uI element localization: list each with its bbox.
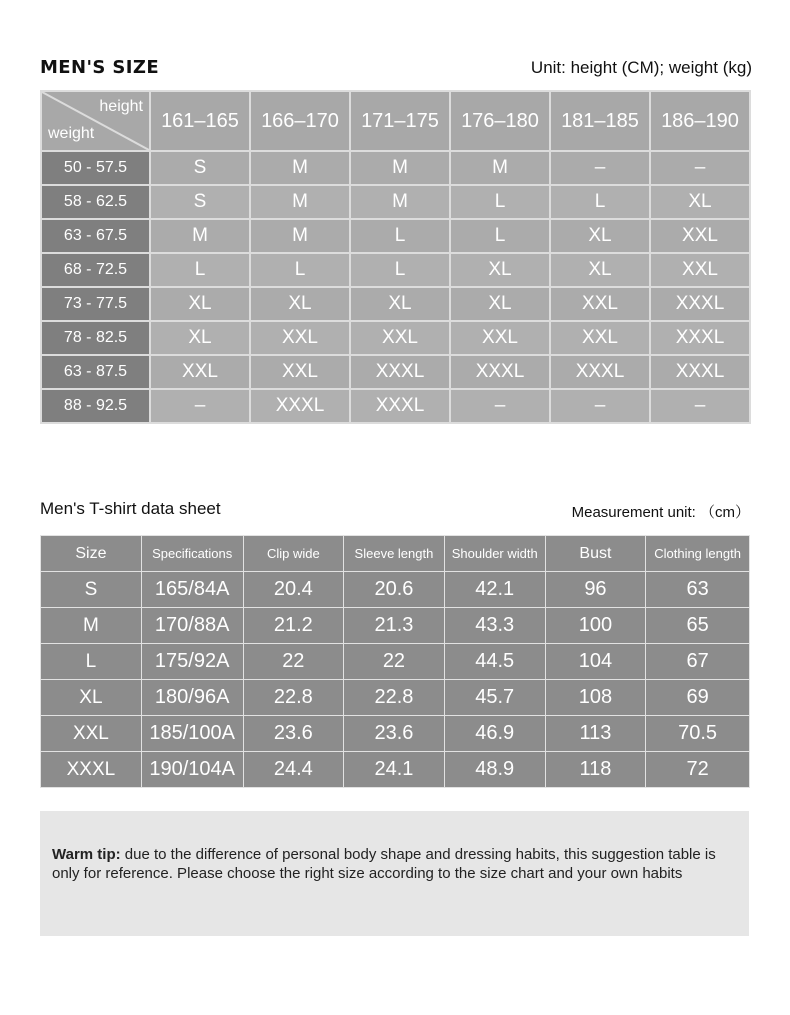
tshirt-measurement-cell: 175/92A bbox=[141, 644, 243, 680]
height-range-header: 171–175 bbox=[350, 91, 450, 151]
size-cell: XXXL bbox=[550, 355, 650, 389]
size-cell: XXL bbox=[250, 321, 350, 355]
tshirt-measurement-cell: 24.4 bbox=[243, 752, 344, 788]
size-cell: L bbox=[350, 253, 450, 287]
tshirt-measurement-cell: 72 bbox=[646, 752, 750, 788]
height-range-header: 176–180 bbox=[450, 91, 550, 151]
tshirt-measurement-cell: 22 bbox=[243, 644, 344, 680]
size-cell: XXXL bbox=[450, 355, 550, 389]
tshirt-size-label: S bbox=[41, 572, 142, 608]
size-cell: XL bbox=[450, 253, 550, 287]
tshirt-measurement-cell: 165/84A bbox=[141, 572, 243, 608]
tshirt-row bbox=[41, 752, 750, 788]
size-cell: XXL bbox=[250, 355, 350, 389]
corner-height-label: height bbox=[99, 98, 143, 115]
corner-weight-label: weight bbox=[48, 125, 95, 142]
size-cell: XXL bbox=[650, 219, 750, 253]
size-cell: XXXL bbox=[650, 355, 750, 389]
size-chart-row bbox=[41, 389, 750, 423]
weight-range-label: 78 - 82.5 bbox=[41, 321, 150, 355]
size-chart-table bbox=[40, 90, 751, 424]
tshirt-measurement-cell: 43.3 bbox=[444, 608, 545, 644]
size-cell: L bbox=[450, 219, 550, 253]
size-cell: L bbox=[250, 253, 350, 287]
size-cell: S bbox=[150, 185, 250, 219]
tshirt-column-header: Sleeve length bbox=[344, 536, 445, 572]
tshirt-measurement-cell: 180/96A bbox=[141, 680, 243, 716]
size-chart-header-row bbox=[41, 91, 750, 151]
size-cell: XXL bbox=[450, 321, 550, 355]
tshirt-measurement-cell: 45.7 bbox=[444, 680, 545, 716]
tshirt-measurement-cell: 100 bbox=[545, 608, 646, 644]
size-cell: XXXL bbox=[650, 287, 750, 321]
size-cell: XL bbox=[450, 287, 550, 321]
warm-tip-text bbox=[52, 845, 742, 883]
tshirt-column-header: Size bbox=[41, 536, 142, 572]
weight-range-label: 50 - 57.5 bbox=[41, 151, 150, 185]
size-cell: – bbox=[450, 389, 550, 423]
size-cell: – bbox=[150, 389, 250, 423]
tshirt-measurement-cell: 170/88A bbox=[141, 608, 243, 644]
tshirt-size-label: XXXL bbox=[41, 752, 142, 788]
tshirt-measurement-cell: 21.2 bbox=[243, 608, 344, 644]
height-range-header: 181–185 bbox=[550, 91, 650, 151]
weight-range-label: 63 - 67.5 bbox=[41, 219, 150, 253]
tshirt-sheet-unit: Measurement unit: （cm） bbox=[571, 504, 750, 521]
tshirt-measurement-cell: 23.6 bbox=[243, 716, 344, 752]
size-chart-title: MEN'S SIZE bbox=[40, 57, 160, 78]
tshirt-row bbox=[41, 608, 750, 644]
size-cell: XL bbox=[250, 287, 350, 321]
tshirt-measurement-cell: 113 bbox=[545, 716, 646, 752]
warm-tip-label: Warm tip: bbox=[52, 846, 121, 863]
tshirt-measurement-cell: 190/104A bbox=[141, 752, 243, 788]
tshirt-size-label: M bbox=[41, 608, 142, 644]
size-chart-corner bbox=[41, 91, 150, 151]
tshirt-measurement-cell: 44.5 bbox=[444, 644, 545, 680]
tshirt-column-header: Shoulder width bbox=[444, 536, 545, 572]
tshirt-measurement-cell: 63 bbox=[646, 572, 750, 608]
tshirt-measurement-cell: 22.8 bbox=[243, 680, 344, 716]
size-chart-row bbox=[41, 287, 750, 321]
tshirt-measurement-cell: 118 bbox=[545, 752, 646, 788]
tshirt-measurement-cell: 46.9 bbox=[444, 716, 545, 752]
tshirt-measurement-cell: 185/100A bbox=[141, 716, 243, 752]
tshirt-row bbox=[41, 716, 750, 752]
tshirt-column-header: Clothing length bbox=[646, 536, 750, 572]
weight-range-label: 58 - 62.5 bbox=[41, 185, 150, 219]
size-cell: XL bbox=[150, 287, 250, 321]
size-chart-row bbox=[41, 355, 750, 389]
tshirt-measurement-cell: 20.6 bbox=[344, 572, 445, 608]
size-cell: XXXL bbox=[350, 355, 450, 389]
tshirt-row bbox=[41, 572, 750, 608]
height-range-header: 161–165 bbox=[150, 91, 250, 151]
size-chart-row bbox=[41, 185, 750, 219]
tshirt-measurement-cell: 104 bbox=[545, 644, 646, 680]
warm-tip-body: due to the difference of personal body shape and dressing habits, this suggestion table is only for reference. Please choose the right size according to the size chart and your own habits bbox=[52, 846, 716, 882]
tshirt-measurement-cell: 96 bbox=[545, 572, 646, 608]
size-cell: L bbox=[350, 219, 450, 253]
size-cell: XL bbox=[550, 253, 650, 287]
tshirt-size-label: XL bbox=[41, 680, 142, 716]
size-cell: M bbox=[150, 219, 250, 253]
size-cell: XXL bbox=[550, 287, 650, 321]
tshirt-measurement-cell: 69 bbox=[646, 680, 750, 716]
tshirt-row bbox=[41, 680, 750, 716]
size-chart-row bbox=[41, 151, 750, 185]
tshirt-measurement-cell: 48.9 bbox=[444, 752, 545, 788]
weight-range-label: 68 - 72.5 bbox=[41, 253, 150, 287]
size-cell: M bbox=[350, 185, 450, 219]
size-chart-row bbox=[41, 321, 750, 355]
tshirt-column-header: Clip wide bbox=[243, 536, 344, 572]
tshirt-header-row bbox=[41, 536, 750, 572]
weight-range-label: 63 - 87.5 bbox=[41, 355, 150, 389]
size-cell: M bbox=[250, 185, 350, 219]
tshirt-measurement-cell: 21.3 bbox=[344, 608, 445, 644]
height-range-header: 166–170 bbox=[250, 91, 350, 151]
tshirt-column-header: Bust bbox=[545, 536, 646, 572]
size-cell: XL bbox=[350, 287, 450, 321]
tshirt-measurement-cell: 65 bbox=[646, 608, 750, 644]
tshirt-measurement-cell: 42.1 bbox=[444, 572, 545, 608]
size-cell: XXL bbox=[650, 253, 750, 287]
size-cell: M bbox=[350, 151, 450, 185]
tshirt-measurement-cell: 24.1 bbox=[344, 752, 445, 788]
size-cell: L bbox=[550, 185, 650, 219]
height-range-header: 186–190 bbox=[650, 91, 750, 151]
tshirt-data-table bbox=[40, 535, 750, 788]
size-chart-row bbox=[41, 253, 750, 287]
size-cell: M bbox=[250, 151, 350, 185]
size-cell: XXL bbox=[350, 321, 450, 355]
weight-range-label: 88 - 92.5 bbox=[41, 389, 150, 423]
tshirt-measurement-cell: 23.6 bbox=[344, 716, 445, 752]
size-cell: L bbox=[450, 185, 550, 219]
tshirt-measurement-cell: 22.8 bbox=[344, 680, 445, 716]
size-cell: XXXL bbox=[250, 389, 350, 423]
size-cell: M bbox=[450, 151, 550, 185]
size-cell: – bbox=[550, 151, 650, 185]
tshirt-size-label: XXL bbox=[41, 716, 142, 752]
tshirt-row bbox=[41, 644, 750, 680]
size-cell: XXL bbox=[150, 355, 250, 389]
tshirt-column-header: Specifications bbox=[141, 536, 243, 572]
size-cell: XL bbox=[550, 219, 650, 253]
size-cell: XXXL bbox=[650, 321, 750, 355]
tshirt-measurement-cell: 22 bbox=[344, 644, 445, 680]
size-cell: – bbox=[650, 151, 750, 185]
warm-tip-box bbox=[40, 811, 749, 936]
tshirt-size-label: L bbox=[41, 644, 142, 680]
size-cell: XL bbox=[150, 321, 250, 355]
tshirt-measurement-cell: 70.5 bbox=[646, 716, 750, 752]
tshirt-measurement-cell: 20.4 bbox=[243, 572, 344, 608]
size-cell: – bbox=[550, 389, 650, 423]
size-cell: XXL bbox=[550, 321, 650, 355]
size-chart-row bbox=[41, 219, 750, 253]
size-cell: M bbox=[250, 219, 350, 253]
size-chart-unit: Unit: height (CM); weight (kg) bbox=[530, 58, 752, 77]
size-cell: XXXL bbox=[350, 389, 450, 423]
size-cell: S bbox=[150, 151, 250, 185]
size-cell: L bbox=[150, 253, 250, 287]
weight-range-label: 73 - 77.5 bbox=[41, 287, 150, 321]
size-cell: XL bbox=[650, 185, 750, 219]
tshirt-sheet-title: Men's T-shirt data sheet bbox=[40, 499, 221, 518]
tshirt-measurement-cell: 67 bbox=[646, 644, 750, 680]
size-cell: – bbox=[650, 389, 750, 423]
tshirt-measurement-cell: 108 bbox=[545, 680, 646, 716]
